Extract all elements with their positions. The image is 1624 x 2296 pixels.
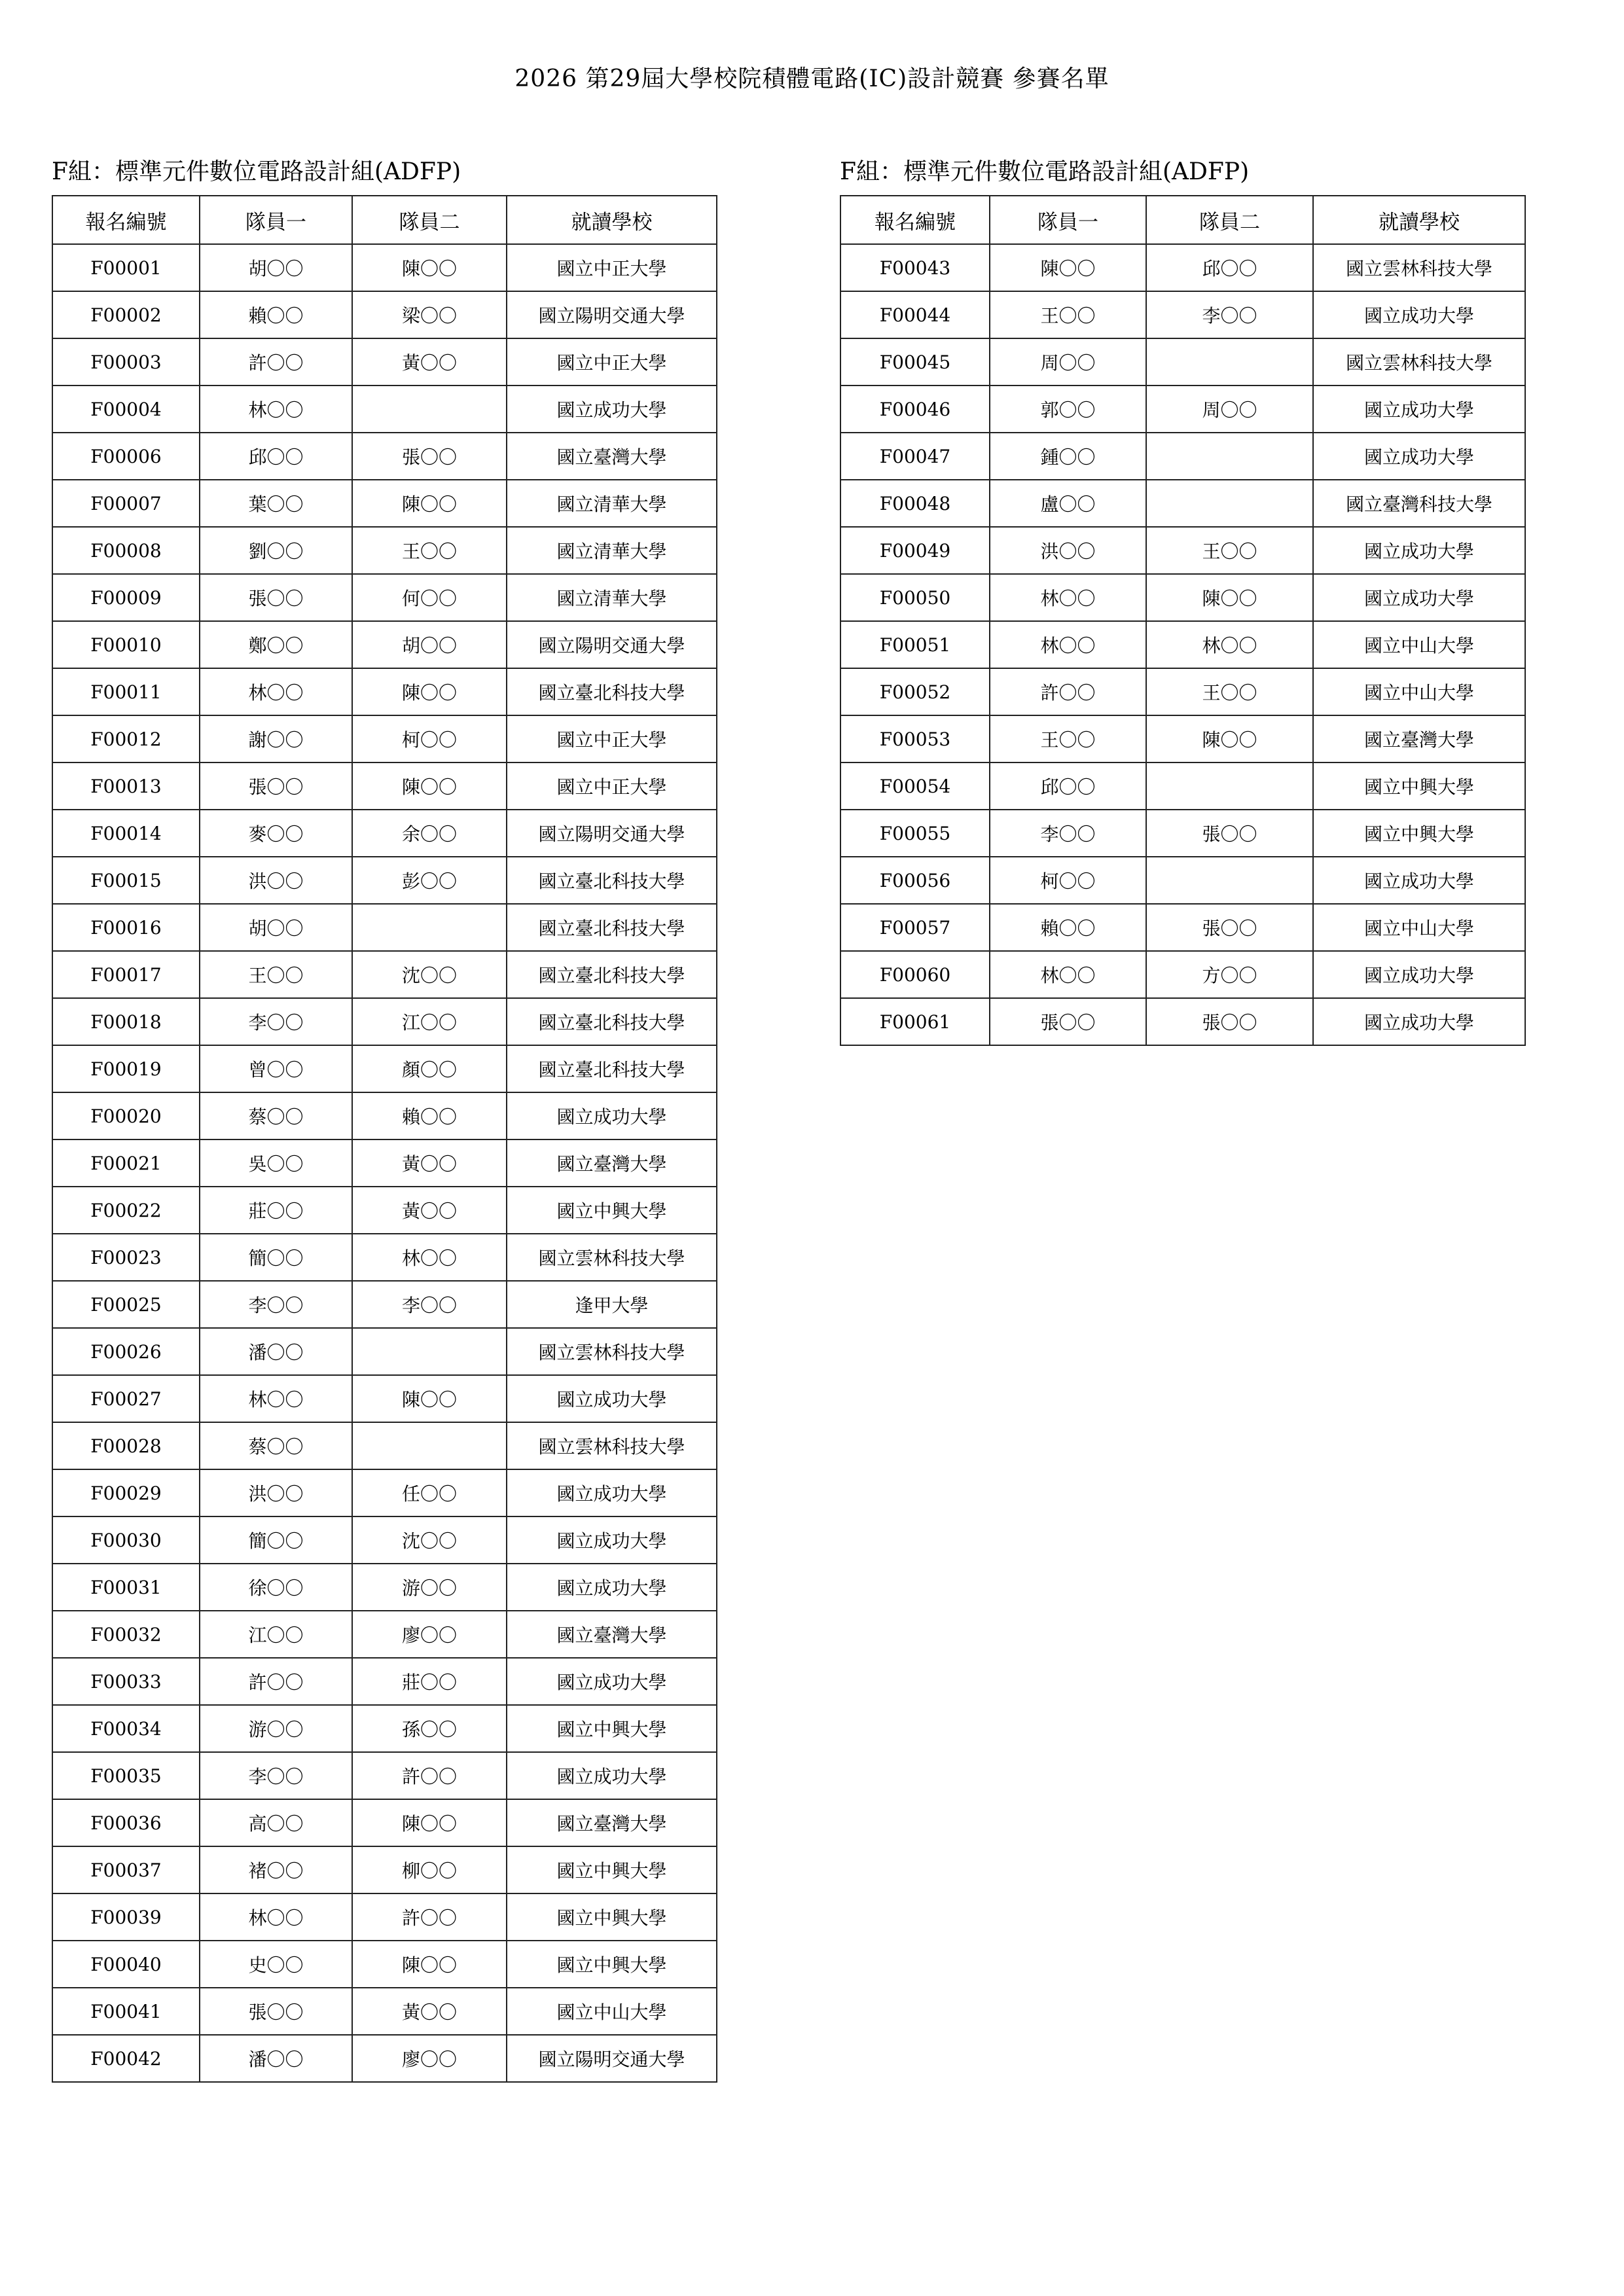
- school-cell: 國立臺灣大學: [507, 1611, 717, 1658]
- registration-id-cell: F00019: [52, 1045, 200, 1092]
- registration-id-cell: F00026: [52, 1328, 200, 1375]
- member-1-cell: 簡〇〇: [200, 1234, 352, 1281]
- right-roster-section: [840, 156, 1526, 1046]
- table-row: [840, 480, 1525, 527]
- member-1-cell: 賴〇〇: [990, 904, 1146, 951]
- member-2-cell: 陳〇〇: [352, 244, 507, 291]
- member-2-cell: [352, 386, 507, 433]
- registration-id-cell: F00006: [52, 433, 200, 480]
- table-row: [52, 1422, 717, 1469]
- school-cell: 國立中正大學: [507, 244, 717, 291]
- member-2-cell: 陳〇〇: [1146, 715, 1313, 762]
- table-row: [840, 715, 1525, 762]
- school-cell: 國立成功大學: [507, 1469, 717, 1516]
- table-row: [52, 1941, 717, 1988]
- table-row: [52, 1846, 717, 1893]
- registration-id-cell: F00004: [52, 386, 200, 433]
- table-row: [840, 527, 1525, 574]
- table-row: [52, 762, 717, 810]
- member-1-cell: 史〇〇: [200, 1941, 352, 1988]
- registration-id-cell: F00036: [52, 1799, 200, 1846]
- member-1-cell: 劉〇〇: [200, 527, 352, 574]
- school-cell: 國立臺北科技大學: [507, 857, 717, 904]
- member-1-cell: 王〇〇: [200, 951, 352, 998]
- table-row: [840, 291, 1525, 338]
- registration-id-cell: F00008: [52, 527, 200, 574]
- table-row: [52, 1752, 717, 1799]
- school-cell: 國立臺灣大學: [507, 1799, 717, 1846]
- member-2-cell: 賴〇〇: [352, 1092, 507, 1139]
- table-row: [52, 998, 717, 1045]
- member-1-cell: 李〇〇: [200, 1752, 352, 1799]
- member-2-cell: 任〇〇: [352, 1469, 507, 1516]
- registration-id-cell: F00049: [840, 527, 990, 574]
- member-2-cell: 陳〇〇: [352, 762, 507, 810]
- table-row: [52, 1658, 717, 1705]
- member-2-cell: 許〇〇: [352, 1893, 507, 1941]
- member-2-cell: [352, 1328, 507, 1375]
- registration-id-cell: F00009: [52, 574, 200, 621]
- school-cell: 國立中山大學: [1313, 621, 1525, 668]
- school-cell: 國立中山大學: [1313, 668, 1525, 715]
- member-2-cell: 陳〇〇: [352, 480, 507, 527]
- table-row: [52, 291, 717, 338]
- school-cell: 國立成功大學: [507, 1752, 717, 1799]
- school-cell: 國立臺北科技大學: [507, 904, 717, 951]
- school-cell: 國立臺北科技大學: [507, 668, 717, 715]
- table-row: [840, 574, 1525, 621]
- member-1-cell: 林〇〇: [990, 951, 1146, 998]
- school-cell: 國立臺灣大學: [1313, 715, 1525, 762]
- member-1-cell: 蔡〇〇: [200, 1422, 352, 1469]
- member-2-cell: 莊〇〇: [352, 1658, 507, 1705]
- table-row: [52, 1705, 717, 1752]
- member-1-cell: 潘〇〇: [200, 2035, 352, 2082]
- header-member-2: 隊員二: [352, 196, 507, 244]
- member-2-cell: 黃〇〇: [352, 1187, 507, 1234]
- table-row: [840, 244, 1525, 291]
- member-2-cell: 廖〇〇: [352, 1611, 507, 1658]
- member-1-cell: 盧〇〇: [990, 480, 1146, 527]
- member-1-cell: 李〇〇: [200, 1281, 352, 1328]
- member-1-cell: 李〇〇: [200, 998, 352, 1045]
- member-2-cell: 江〇〇: [352, 998, 507, 1045]
- table-row: [52, 1187, 717, 1234]
- member-1-cell: 張〇〇: [990, 998, 1146, 1045]
- registration-id-cell: F00030: [52, 1516, 200, 1564]
- member-2-cell: 陳〇〇: [352, 1799, 507, 1846]
- table-row: [52, 1611, 717, 1658]
- registration-id-cell: F00035: [52, 1752, 200, 1799]
- table-row: [840, 338, 1525, 386]
- registration-id-cell: F00045: [840, 338, 990, 386]
- table-row: [52, 1564, 717, 1611]
- registration-id-cell: F00023: [52, 1234, 200, 1281]
- member-2-cell: 張〇〇: [1146, 904, 1313, 951]
- school-cell: 國立成功大學: [1313, 574, 1525, 621]
- school-cell: 國立成功大學: [507, 1658, 717, 1705]
- member-2-cell: [1146, 338, 1313, 386]
- school-cell: 國立中興大學: [507, 1846, 717, 1893]
- member-1-cell: 鍾〇〇: [990, 433, 1146, 480]
- section-label: F組：標準元件數位電路設計組(ADFP): [52, 158, 461, 185]
- member-1-cell: 簡〇〇: [200, 1516, 352, 1564]
- table-row: [52, 386, 717, 433]
- table-row: [52, 951, 717, 998]
- school-cell: 逢甲大學: [507, 1281, 717, 1328]
- member-1-cell: 張〇〇: [200, 1988, 352, 2035]
- registration-id-cell: F00025: [52, 1281, 200, 1328]
- table-row: [52, 244, 717, 291]
- member-1-cell: 柯〇〇: [990, 857, 1146, 904]
- registration-id-cell: F00021: [52, 1139, 200, 1187]
- registration-id-cell: F00057: [840, 904, 990, 951]
- member-2-cell: 胡〇〇: [352, 621, 507, 668]
- registration-id-cell: F00014: [52, 810, 200, 857]
- registration-id-cell: F00033: [52, 1658, 200, 1705]
- school-cell: 國立成功大學: [1313, 386, 1525, 433]
- member-1-cell: 郭〇〇: [990, 386, 1146, 433]
- table-row: [52, 1234, 717, 1281]
- school-cell: 國立中山大學: [507, 1988, 717, 2035]
- school-cell: 國立陽明交通大學: [507, 291, 717, 338]
- member-1-cell: 莊〇〇: [200, 1187, 352, 1234]
- member-2-cell: [352, 1422, 507, 1469]
- school-cell: 國立中興大學: [507, 1187, 717, 1234]
- table-header-row: [840, 196, 1525, 244]
- table-row: [52, 810, 717, 857]
- school-cell: 國立中興大學: [507, 1941, 717, 1988]
- school-cell: 國立成功大學: [1313, 527, 1525, 574]
- table-row: [840, 951, 1525, 998]
- member-2-cell: [1146, 857, 1313, 904]
- registration-id-cell: F00039: [52, 1893, 200, 1941]
- table-row: [52, 480, 717, 527]
- member-2-cell: 沈〇〇: [352, 1516, 507, 1564]
- member-1-cell: 麥〇〇: [200, 810, 352, 857]
- registration-id-cell: F00022: [52, 1187, 200, 1234]
- school-cell: 國立成功大學: [507, 1564, 717, 1611]
- header-registration-id: 報名編號: [840, 196, 990, 244]
- member-2-cell: 邱〇〇: [1146, 244, 1313, 291]
- registration-id-cell: F00032: [52, 1611, 200, 1658]
- member-2-cell: 張〇〇: [1146, 810, 1313, 857]
- member-1-cell: 高〇〇: [200, 1799, 352, 1846]
- registration-id-cell: F00048: [840, 480, 990, 527]
- member-2-cell: 林〇〇: [1146, 621, 1313, 668]
- registration-id-cell: F00007: [52, 480, 200, 527]
- member-2-cell: 陳〇〇: [352, 1941, 507, 1988]
- member-2-cell: [1146, 433, 1313, 480]
- member-2-cell: [1146, 762, 1313, 810]
- member-2-cell: 黃〇〇: [352, 1139, 507, 1187]
- member-1-cell: 李〇〇: [990, 810, 1146, 857]
- registration-id-cell: F00016: [52, 904, 200, 951]
- member-1-cell: 許〇〇: [200, 338, 352, 386]
- member-2-cell: 林〇〇: [352, 1234, 507, 1281]
- table-row: [840, 857, 1525, 904]
- member-2-cell: 李〇〇: [352, 1281, 507, 1328]
- table-row: [52, 338, 717, 386]
- registration-id-cell: F00001: [52, 244, 200, 291]
- school-cell: 國立中興大學: [1313, 810, 1525, 857]
- school-cell: 國立中正大學: [507, 338, 717, 386]
- registration-id-cell: F00017: [52, 951, 200, 998]
- school-cell: 國立陽明交通大學: [507, 2035, 717, 2082]
- registration-id-cell: F00041: [52, 1988, 200, 2035]
- table-row: [52, 621, 717, 668]
- member-1-cell: 陳〇〇: [990, 244, 1146, 291]
- member-1-cell: 游〇〇: [200, 1705, 352, 1752]
- member-2-cell: 孫〇〇: [352, 1705, 507, 1752]
- table-row: [52, 1281, 717, 1328]
- member-1-cell: 邱〇〇: [990, 762, 1146, 810]
- school-cell: 國立成功大學: [1313, 951, 1525, 998]
- member-2-cell: 許〇〇: [352, 1752, 507, 1799]
- member-1-cell: 張〇〇: [200, 762, 352, 810]
- member-1-cell: 林〇〇: [990, 621, 1146, 668]
- registration-id-cell: F00040: [52, 1941, 200, 1988]
- table-row: [52, 1139, 717, 1187]
- school-cell: 國立中興大學: [507, 1893, 717, 1941]
- school-cell: 國立成功大學: [1313, 857, 1525, 904]
- registration-id-cell: F00053: [840, 715, 990, 762]
- school-cell: 國立臺北科技大學: [507, 998, 717, 1045]
- member-1-cell: 邱〇〇: [200, 433, 352, 480]
- member-2-cell: 沈〇〇: [352, 951, 507, 998]
- member-1-cell: 王〇〇: [990, 715, 1146, 762]
- school-cell: 國立中興大學: [1313, 762, 1525, 810]
- registration-id-cell: F00046: [840, 386, 990, 433]
- registration-id-cell: F00042: [52, 2035, 200, 2082]
- member-1-cell: 葉〇〇: [200, 480, 352, 527]
- registration-id-cell: F00047: [840, 433, 990, 480]
- header-member-2: 隊員二: [1146, 196, 1313, 244]
- registration-id-cell: F00003: [52, 338, 200, 386]
- member-2-cell: 張〇〇: [352, 433, 507, 480]
- registration-id-cell: F00043: [840, 244, 990, 291]
- registration-id-cell: F00031: [52, 1564, 200, 1611]
- registration-id-cell: F00015: [52, 857, 200, 904]
- member-1-cell: 潘〇〇: [200, 1328, 352, 1375]
- registration-id-cell: F00012: [52, 715, 200, 762]
- school-cell: 國立雲林科技大學: [1313, 338, 1525, 386]
- member-1-cell: 褚〇〇: [200, 1846, 352, 1893]
- table-row: [52, 1045, 717, 1092]
- table-row: [52, 668, 717, 715]
- member-2-cell: 王〇〇: [352, 527, 507, 574]
- roster-table: [840, 195, 1526, 1046]
- member-2-cell: 周〇〇: [1146, 386, 1313, 433]
- member-1-cell: 賴〇〇: [200, 291, 352, 338]
- member-2-cell: 陳〇〇: [1146, 574, 1313, 621]
- member-1-cell: 胡〇〇: [200, 904, 352, 951]
- table-row: [52, 857, 717, 904]
- member-2-cell: [1146, 480, 1313, 527]
- table-row: [52, 904, 717, 951]
- school-cell: 國立臺灣大學: [507, 433, 717, 480]
- table-row: [52, 574, 717, 621]
- member-1-cell: 謝〇〇: [200, 715, 352, 762]
- table-row: [52, 1092, 717, 1139]
- member-1-cell: 蔡〇〇: [200, 1092, 352, 1139]
- school-cell: 國立清華大學: [507, 527, 717, 574]
- school-cell: 國立成功大學: [1313, 998, 1525, 1045]
- registration-id-cell: F00056: [840, 857, 990, 904]
- member-1-cell: 林〇〇: [200, 1893, 352, 1941]
- table-row: [840, 621, 1525, 668]
- registration-id-cell: F00011: [52, 668, 200, 715]
- document-title: 2026 第29屆大學校院積體電路(IC)設計競賽 參賽名單: [514, 65, 1110, 92]
- header-member-1: 隊員一: [200, 196, 352, 244]
- registration-id-cell: F00020: [52, 1092, 200, 1139]
- member-1-cell: 江〇〇: [200, 1611, 352, 1658]
- registration-id-cell: F00060: [840, 951, 990, 998]
- member-1-cell: 周〇〇: [990, 338, 1146, 386]
- table-row: [840, 668, 1525, 715]
- member-2-cell: 柯〇〇: [352, 715, 507, 762]
- member-2-cell: 黃〇〇: [352, 338, 507, 386]
- registration-id-cell: F00052: [840, 668, 990, 715]
- member-1-cell: 林〇〇: [200, 668, 352, 715]
- registration-id-cell: F00010: [52, 621, 200, 668]
- member-2-cell: 李〇〇: [1146, 291, 1313, 338]
- school-cell: 國立雲林科技大學: [507, 1422, 717, 1469]
- member-2-cell: 廖〇〇: [352, 2035, 507, 2082]
- member-2-cell: 王〇〇: [1146, 668, 1313, 715]
- school-cell: 國立成功大學: [507, 1516, 717, 1564]
- school-cell: 國立陽明交通大學: [507, 621, 717, 668]
- school-cell: 國立陽明交通大學: [507, 810, 717, 857]
- member-1-cell: 許〇〇: [990, 668, 1146, 715]
- member-2-cell: 游〇〇: [352, 1564, 507, 1611]
- school-cell: 國立成功大學: [507, 1375, 717, 1422]
- member-2-cell: 陳〇〇: [352, 1375, 507, 1422]
- school-cell: 國立臺北科技大學: [507, 1045, 717, 1092]
- member-1-cell: 許〇〇: [200, 1658, 352, 1705]
- school-cell: 國立成功大學: [1313, 433, 1525, 480]
- table-row: [840, 386, 1525, 433]
- member-2-cell: 何〇〇: [352, 574, 507, 621]
- table-row: [840, 904, 1525, 951]
- registration-id-cell: F00034: [52, 1705, 200, 1752]
- member-2-cell: 彭〇〇: [352, 857, 507, 904]
- registration-id-cell: F00002: [52, 291, 200, 338]
- member-2-cell: 方〇〇: [1146, 951, 1313, 998]
- school-cell: 國立臺北科技大學: [507, 951, 717, 998]
- table-row: [52, 433, 717, 480]
- registration-id-cell: F00051: [840, 621, 990, 668]
- member-1-cell: 鄭〇〇: [200, 621, 352, 668]
- school-cell: 國立清華大學: [507, 480, 717, 527]
- member-2-cell: 余〇〇: [352, 810, 507, 857]
- roster-table: [52, 195, 717, 2083]
- school-cell: 國立臺灣大學: [507, 1139, 717, 1187]
- table-row: [52, 1469, 717, 1516]
- registration-id-cell: F00018: [52, 998, 200, 1045]
- registration-id-cell: F00055: [840, 810, 990, 857]
- member-2-cell: 黃〇〇: [352, 1988, 507, 2035]
- registration-id-cell: F00013: [52, 762, 200, 810]
- member-2-cell: 王〇〇: [1146, 527, 1313, 574]
- header-school: 就讀學校: [507, 196, 717, 244]
- table-row: [52, 1516, 717, 1564]
- school-cell: 國立成功大學: [1313, 291, 1525, 338]
- member-1-cell: 吳〇〇: [200, 1139, 352, 1187]
- school-cell: 國立雲林科技大學: [507, 1234, 717, 1281]
- registration-id-cell: F00054: [840, 762, 990, 810]
- table-row: [52, 1988, 717, 2035]
- table-row: [52, 1328, 717, 1375]
- section-label: F組：標準元件數位電路設計組(ADFP): [840, 158, 1250, 185]
- school-cell: 國立中正大學: [507, 715, 717, 762]
- table-row: [840, 762, 1525, 810]
- member-1-cell: 林〇〇: [200, 1375, 352, 1422]
- member-1-cell: 胡〇〇: [200, 244, 352, 291]
- school-cell: 國立清華大學: [507, 574, 717, 621]
- registration-id-cell: F00029: [52, 1469, 200, 1516]
- member-2-cell: 顏〇〇: [352, 1045, 507, 1092]
- member-1-cell: 林〇〇: [200, 386, 352, 433]
- table-row: [52, 1893, 717, 1941]
- registration-id-cell: F00028: [52, 1422, 200, 1469]
- header-member-1: 隊員一: [990, 196, 1146, 244]
- table-row: [52, 2035, 717, 2082]
- school-cell: 國立成功大學: [507, 1092, 717, 1139]
- member-2-cell: 柳〇〇: [352, 1846, 507, 1893]
- member-2-cell: 陳〇〇: [352, 668, 507, 715]
- registration-id-cell: F00061: [840, 998, 990, 1045]
- member-1-cell: 洪〇〇: [200, 1469, 352, 1516]
- member-1-cell: 洪〇〇: [200, 857, 352, 904]
- school-cell: 國立中興大學: [507, 1705, 717, 1752]
- school-cell: 國立中正大學: [507, 762, 717, 810]
- registration-id-cell: F00027: [52, 1375, 200, 1422]
- member-1-cell: 洪〇〇: [990, 527, 1146, 574]
- member-2-cell: 梁〇〇: [352, 291, 507, 338]
- registration-id-cell: F00037: [52, 1846, 200, 1893]
- school-cell: 國立雲林科技大學: [1313, 244, 1525, 291]
- member-1-cell: 徐〇〇: [200, 1564, 352, 1611]
- member-2-cell: [352, 904, 507, 951]
- table-row: [840, 433, 1525, 480]
- member-1-cell: 王〇〇: [990, 291, 1146, 338]
- registration-id-cell: F00050: [840, 574, 990, 621]
- member-1-cell: 林〇〇: [990, 574, 1146, 621]
- school-cell: 國立臺灣科技大學: [1313, 480, 1525, 527]
- member-1-cell: 張〇〇: [200, 574, 352, 621]
- school-cell: 國立雲林科技大學: [507, 1328, 717, 1375]
- table-row: [52, 1799, 717, 1846]
- left-roster-section: [52, 156, 717, 2083]
- table-row: [52, 527, 717, 574]
- school-cell: 國立中山大學: [1313, 904, 1525, 951]
- school-cell: 國立成功大學: [507, 386, 717, 433]
- member-2-cell: 張〇〇: [1146, 998, 1313, 1045]
- header-registration-id: 報名編號: [52, 196, 200, 244]
- table-header-row: [52, 196, 717, 244]
- member-1-cell: 曾〇〇: [200, 1045, 352, 1092]
- table-row: [840, 810, 1525, 857]
- header-school: 就讀學校: [1313, 196, 1525, 244]
- table-row: [52, 1375, 717, 1422]
- registration-id-cell: F00044: [840, 291, 990, 338]
- table-row: [840, 998, 1525, 1045]
- table-row: [52, 715, 717, 762]
